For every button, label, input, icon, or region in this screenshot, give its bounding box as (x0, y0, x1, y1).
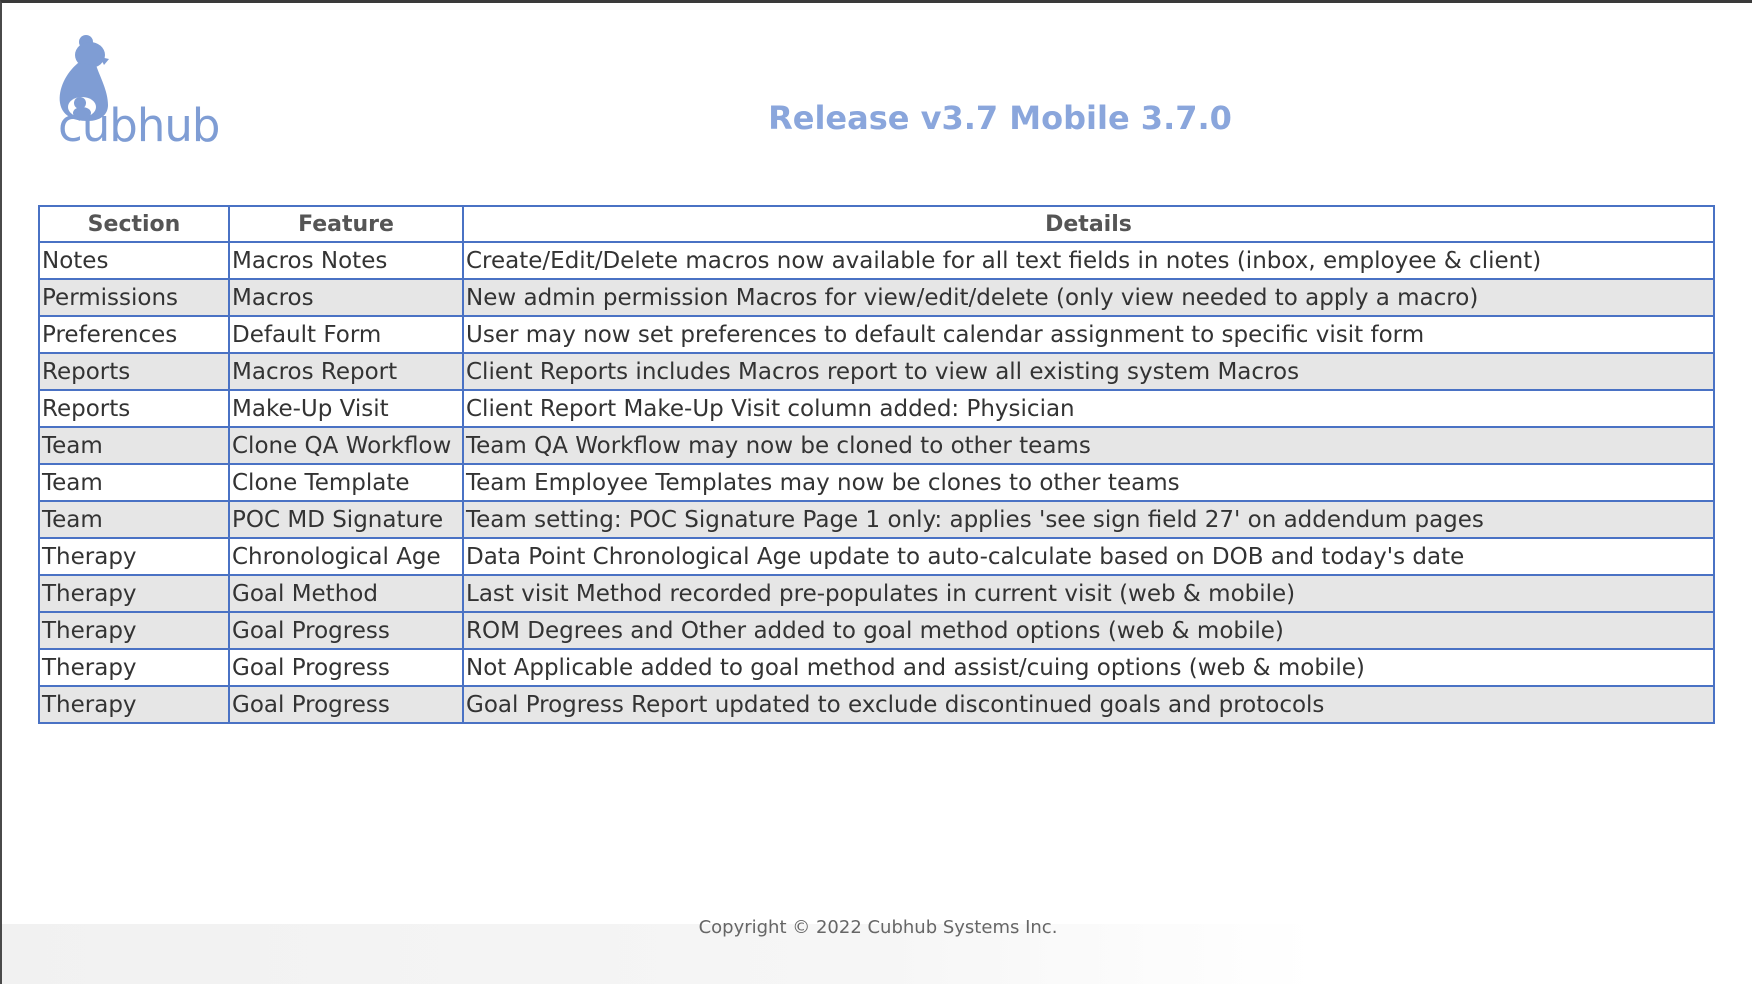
table-row (39, 279, 1714, 316)
cell-section: Reports (39, 353, 229, 390)
brand-wordmark: cubhub (58, 99, 220, 152)
table-row (39, 575, 1714, 612)
table-row (39, 612, 1714, 649)
table-row (39, 353, 1714, 390)
cell-details: Not Applicable added to goal method and assist/cuing options (web & mobile) (463, 649, 1714, 686)
release-notes-table (38, 205, 1715, 724)
cell-section: Reports (39, 390, 229, 427)
cell-section: Therapy (39, 686, 229, 723)
cell-details: Last visit Method recorded pre-populates in current visit (web & mobile) (463, 575, 1714, 612)
column-header-feature: Feature (229, 206, 463, 242)
table-row (39, 427, 1714, 464)
cell-section: Therapy (39, 612, 229, 649)
cell-details: Goal Progress Report updated to exclude discontinued goals and protocols (463, 686, 1714, 723)
cell-feature: Clone QA Workflow (229, 427, 463, 464)
cell-feature: Goal Progress (229, 649, 463, 686)
copyright-text: Copyright © 2022 Cubhub Systems Inc. (698, 917, 1058, 938)
cell-details: Client Report Make-Up Visit column added: Physician (463, 390, 1714, 427)
cell-feature: Macros Notes (229, 242, 463, 279)
cell-section: Therapy (39, 575, 229, 612)
table-row (39, 501, 1714, 538)
cell-feature: POC MD Signature (229, 501, 463, 538)
cell-feature: Goal Progress (229, 612, 463, 649)
cell-details: Client Reports includes Macros report to view all existing system Macros (463, 353, 1714, 390)
cell-details: New admin permission Macros for view/edit/delete (only view needed to apply a macro) (463, 279, 1714, 316)
page-title-text: Release v3.7 Mobile 3.7.0 (768, 99, 1232, 137)
table-row (39, 464, 1714, 501)
cell-details: User may now set preferences to default calendar assignment to specific visit form (463, 316, 1714, 353)
table-header-row (39, 206, 1714, 242)
cell-feature: Macros (229, 279, 463, 316)
column-header-details: Details (463, 206, 1714, 242)
cell-details: Team setting: POC Signature Page 1 only: applies 'see sign field 27' on addendum pages (463, 501, 1714, 538)
cell-section: Team (39, 464, 229, 501)
cell-section: Notes (39, 242, 229, 279)
column-header-section: Section (39, 206, 229, 242)
cell-section: Therapy (39, 538, 229, 575)
cell-feature: Goal Method (229, 575, 463, 612)
cell-section: Preferences (39, 316, 229, 353)
table-row (39, 390, 1714, 427)
cell-details: Team Employee Templates may now be clones to other teams (463, 464, 1714, 501)
table-row (39, 649, 1714, 686)
cell-details: Team QA Workflow may now be cloned to other teams (463, 427, 1714, 464)
cell-feature: Clone Template (229, 464, 463, 501)
cell-section: Team (39, 501, 229, 538)
cell-feature: Macros Report (229, 353, 463, 390)
cell-details: ROM Degrees and Other added to goal method options (web & mobile) (463, 612, 1714, 649)
cell-details: Data Point Chronological Age update to auto-calculate based on DOB and today's date (463, 538, 1714, 575)
cell-feature: Goal Progress (229, 686, 463, 723)
page-title (2, 99, 1752, 137)
cell-section: Team (39, 427, 229, 464)
table-row (39, 316, 1714, 353)
table-row (39, 538, 1714, 575)
table-row (39, 242, 1714, 279)
copyright-footer (2, 917, 1752, 938)
cell-section: Permissions (39, 279, 229, 316)
table-row (39, 686, 1714, 723)
cell-feature: Make-Up Visit (229, 390, 463, 427)
cell-feature: Default Form (229, 316, 463, 353)
cell-section: Therapy (39, 649, 229, 686)
cell-feature: Chronological Age (229, 538, 463, 575)
cell-details: Create/Edit/Delete macros now available for all text fields in notes (inbox, employee & client) (463, 242, 1714, 279)
